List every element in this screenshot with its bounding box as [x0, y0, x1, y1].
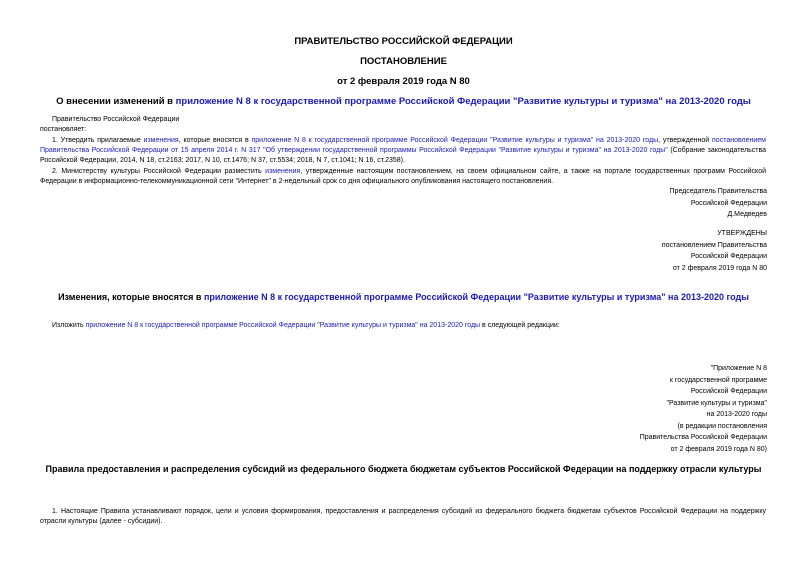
issuing-authority: ПРАВИТЕЛЬСТВО РОССИЙСКОЙ ФЕДЕРАЦИИ: [294, 36, 513, 47]
signature-name: Д.Медведев: [727, 211, 767, 218]
preamble-line-1: Правительство Российской Федерации: [52, 116, 180, 123]
changes-title-prefix: Изменения, которые вносятся в: [58, 292, 204, 302]
item2-link-changes[interactable]: изменения: [265, 168, 301, 175]
approval-line-3: Российской Федерации: [690, 253, 767, 260]
appendix-note-line-4: "Развитие культуры и туризма": [666, 399, 767, 407]
approval-block: [662, 228, 767, 274]
document-title: [0, 96, 807, 107]
rules-title: Правила предоставления и распределения субсидий из федерального бюджета бюджетам субъектов Российской Федерации на поддержку отрасли культуры: [45, 464, 762, 474]
approval-line-4: от 2 февраля 2019 года N 80: [672, 264, 767, 272]
item1-text-4: (Собрание законодательства Российской Федерации, 2014, N 18, ст.2163; 2017, N 10, ст.1476; N 37, ст.5534; 2018, N 7, ст.1041; N 16, ст.2358).: [40, 147, 766, 164]
paragraph-item-2: [40, 167, 766, 187]
document-date: от 2 февраля 2019 года N 80: [337, 76, 470, 87]
appendix-note-line-8: от 2 февраля 2019 года N 80): [670, 445, 767, 453]
paragraph-item-1: [40, 136, 766, 166]
instruction-text-2: в следующей редакции:: [480, 322, 560, 329]
preamble-line-2: постановляет:: [40, 126, 87, 133]
changes-title: [0, 292, 807, 302]
approval-heading: УТВЕРЖДЕНЫ: [717, 230, 767, 237]
signature-block: [670, 186, 767, 221]
appendix-note-block: [640, 363, 767, 455]
instruction-paragraph: [52, 321, 560, 331]
appendix-note-line-5: на 2013-2020 годы: [706, 411, 767, 418]
item1-link-changes[interactable]: изменения: [143, 137, 179, 144]
item1-text-3: , утвержденной: [658, 137, 713, 144]
appendix-note-line-3: Российской Федерации: [690, 388, 767, 395]
instruction-text-1: Изложить: [52, 322, 86, 329]
item2-text-2: , утвержденные настоящим постановлением, на своем официальном сайте, а также на портале государственных программ Российской Федерации в информационно-телекоммуникационной сети "Интернет" в 2-недельный срок со дня официального опубликования настоящего постановления.: [40, 168, 767, 185]
item1-link-appendix[interactable]: приложение N 8 к государственной программе Российской Федерации "Развитие культуры и туризма" на 2013-2020 годы: [251, 137, 659, 144]
changes-title-link[interactable]: приложение N 8 к государственной программе Российской Федерации "Развитие культуры и туризма" на 2013-2020 годы: [203, 292, 749, 302]
appendix-note-line-1: "Приложение N 8: [710, 365, 767, 372]
item1-text-2: , которые вносятся в: [178, 137, 252, 144]
appendix-note-line-6: (в редакции постановления: [677, 422, 767, 430]
document-type: ПОСТАНОВЛЕНИЕ: [360, 56, 447, 67]
appendix-note-line-7: Правительства Российской Федерации: [639, 434, 767, 441]
signature-position: Председатель Правительства: [669, 188, 767, 195]
item2-text-1: 2. Министерству культуры Российской Федерации разместить: [52, 168, 266, 175]
signature-country: Российской Федерации: [690, 199, 767, 207]
title-link[interactable]: приложение N 8 к государственной программе Российской Федерации "Развитие культуры и туризма" на 2013-2020 годы: [175, 96, 751, 107]
rules-item-1: 1. Настоящие Правила устанавливают порядок, цели и условия формирования, предоставления и распределения субсидий из федерального бюджета бюджетам субъектов Российской Федерации на поддержку отрасли культуры (далее - субсидии).: [40, 508, 766, 525]
title-prefix: О внесении изменений в: [56, 96, 176, 107]
appendix-note-line-2: к государственной программе: [669, 376, 767, 384]
instruction-link-appendix[interactable]: приложение N 8 к государственной программе Российской Федерации "Развитие культуры и туризма" на 2013-2020 годы: [85, 322, 481, 329]
approval-line-2: постановлением Правительства: [661, 241, 767, 249]
item1-link-resolution[interactable]: постановлением Правительства Российской Федерации от 15 апреля 2014 г. N 317 "Об утверждении государственной программы Российской Федерации "Развитие культуры и туризма" на 2013-2020 годы": [40, 137, 766, 154]
item1-text-1: 1. Утвердить прилагаемые: [52, 137, 144, 144]
